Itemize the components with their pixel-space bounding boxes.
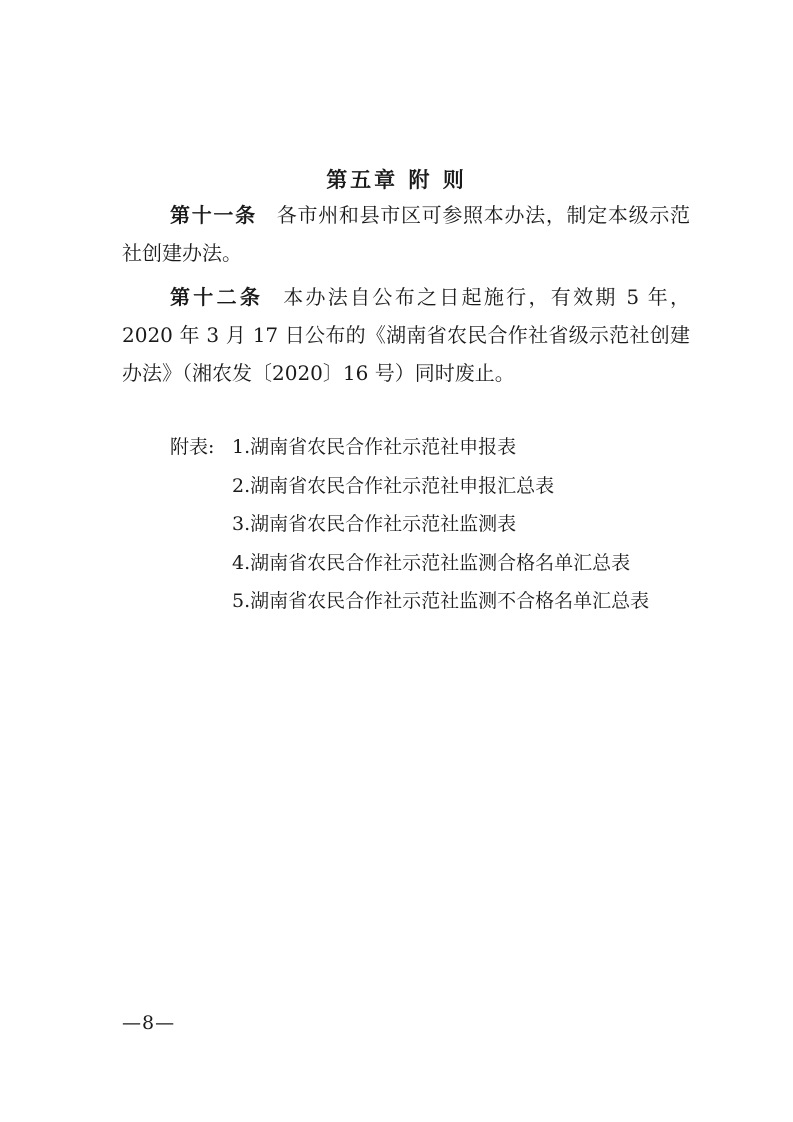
article-12-text: 本办法自公布之日起施行，有效期 5 年，2020 年 3 月 17 日公布的《湖南省农民合作社省级示范社创建办法》（湘农发〔2020〕16 号）同时废止。 (122, 285, 690, 385)
page-number: —8— (122, 1012, 176, 1034)
appendix-item (170, 544, 649, 583)
appendix-item (170, 467, 649, 506)
appendix-item (170, 428, 649, 467)
appendix-item-5: 5.湖南省农民合作社示范社监测不合格名单汇总表 (232, 590, 650, 612)
article-12 (122, 278, 690, 392)
appendix-item-2: 2.湖南省农民合作社示范社申报汇总表 (232, 474, 555, 497)
appendix-item (170, 582, 649, 621)
chapter-title: 第五章 附 则 (326, 168, 467, 192)
appendix-item-3: 3.湖南省农民合作社示范社监测表 (232, 513, 517, 535)
article-11-label: 第十一条 (170, 203, 257, 227)
article-11-text: 各市州和县市区可参照本办法，制定本级示范社创建办法。 (122, 203, 691, 265)
appendix-item-4: 4.湖南省农民合作社示范社监测合格名单汇总表 (232, 551, 631, 574)
article-12-label: 第十二条 (170, 285, 264, 309)
appendix-list (170, 428, 649, 621)
article-11 (122, 196, 690, 272)
appendix-item-1: 1.湖南省农民合作社示范社申报表 (232, 436, 517, 458)
appendix-label: 附表: (170, 436, 215, 458)
appendix-item (170, 505, 649, 544)
